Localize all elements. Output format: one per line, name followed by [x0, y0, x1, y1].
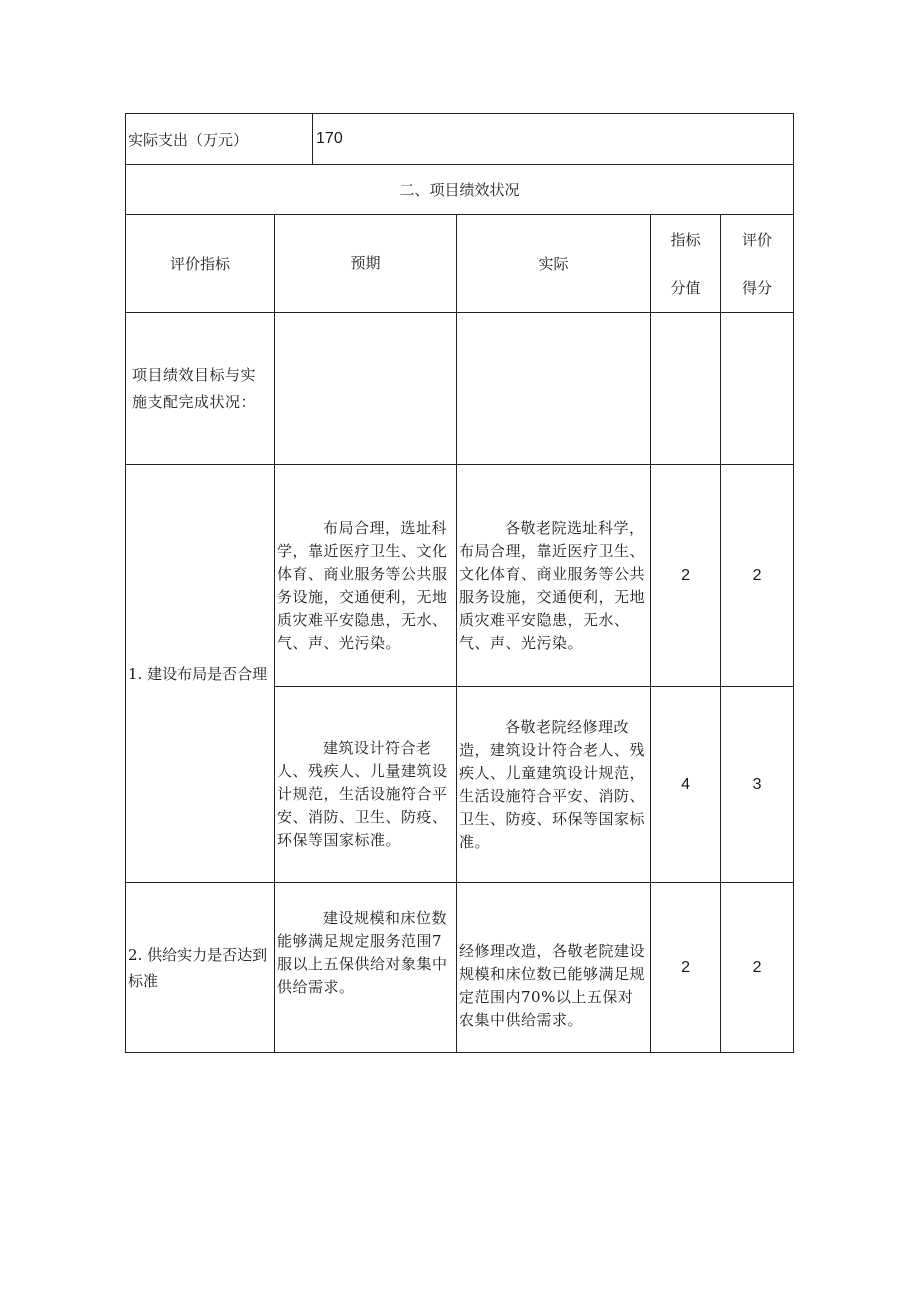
- expense-row: [126, 114, 794, 165]
- header-score-line2: 分值: [670, 278, 701, 297]
- header-actual: 实际: [457, 215, 651, 313]
- header-grade-line2: 得分: [742, 278, 773, 297]
- layout-row-1: [126, 465, 794, 687]
- section-title-row: [126, 165, 794, 215]
- header-expected: 预期: [275, 215, 457, 313]
- layout-score-1: 2: [651, 465, 721, 687]
- header-score: [651, 215, 721, 313]
- performance-table-sheet: [125, 113, 793, 1053]
- layout-grade-1: 2: [721, 465, 794, 687]
- header-indicator: 评价指标: [126, 215, 275, 313]
- layout-expected-1: 布局合理，选址科学，靠近医疗卫生、文化体育、商业服务等公共服务设施，交通便利，无地质灾难平安隐患，无水、气、声、光污染。: [275, 465, 457, 687]
- performance-table: [125, 113, 794, 1053]
- supply-expected: 建设规模和床位数能够满足规定服务范围7服以上五保供给对象集中供给需求。: [275, 883, 457, 1053]
- supply-grade: 2: [721, 883, 794, 1053]
- supply-actual: 经修理改造，各敬老院建设规模和床位数已能够满足规定范围内70%以上五保对农集中供给需求。: [457, 883, 651, 1053]
- goal-row: [126, 313, 794, 465]
- goal-score: [651, 313, 721, 465]
- layout-expected-2: 建筑设计符合老人、残疾人、儿量建筑设计规范，生活设施符合平安、消防、卫生、防疫、环保等国家标准。: [275, 687, 457, 883]
- supply-label: 2. 供给实力是否达到标准: [126, 883, 275, 1053]
- supply-score: 2: [651, 883, 721, 1053]
- section-title: 二、项目绩效状况: [126, 165, 794, 215]
- header-row: [126, 215, 794, 313]
- header-score-line1: 指标: [670, 230, 701, 249]
- supply-row: [126, 883, 794, 1053]
- goal-grade: [721, 313, 794, 465]
- expense-value: 170: [313, 114, 794, 165]
- expense-label: 实际支出（万元）: [126, 114, 313, 165]
- header-grade-line1: 评价: [742, 230, 773, 249]
- goal-label: 项目绩效目标与实施支配完成状况：: [126, 313, 275, 465]
- goal-actual: [457, 313, 651, 465]
- layout-grade-2: 3: [721, 687, 794, 883]
- header-grade: [721, 215, 794, 313]
- layout-score-2: 4: [651, 687, 721, 883]
- goal-expected: [275, 313, 457, 465]
- layout-actual-1: 各敬老院选址科学，布局合理，靠近医疗卫生、文化体育、商业服务等公共服务设施，交通便利，无地质灾难平安隐患，无水、气、声、光污染。: [457, 465, 651, 687]
- layout-label: 1. 建设布局是否合理: [126, 465, 275, 883]
- layout-actual-2: 各敬老院经修理改造，建筑设计符合老人、残疾人、儿童建筑设计规范，生活设施符合平安、消防、卫生、防疫、环保等国家标准。: [457, 687, 651, 883]
